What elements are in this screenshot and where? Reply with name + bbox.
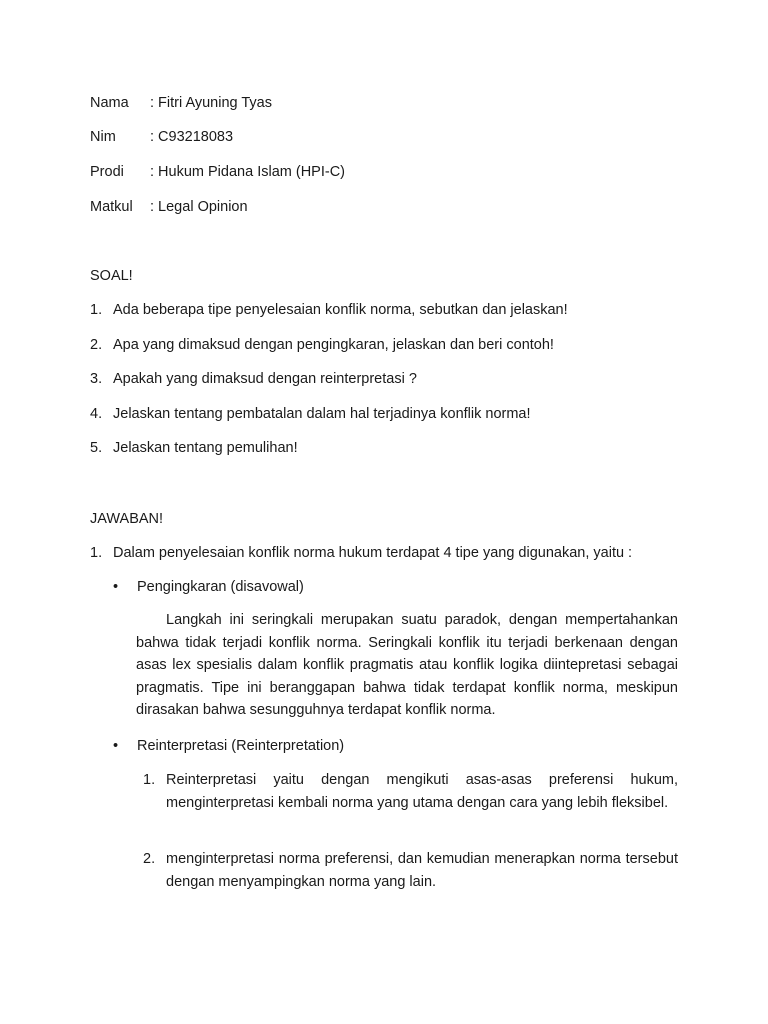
bullet-icon: • <box>113 579 119 595</box>
identity-prodi-row <box>90 162 345 182</box>
soal-item-text: Jelaskan tentang pemulihan! <box>113 440 298 456</box>
jawaban-item-number: 1. <box>90 545 103 561</box>
soal-heading: SOAL! <box>90 268 133 284</box>
soal-item-number: 1. <box>90 302 103 318</box>
bullet-item-pengingkaran <box>113 577 304 597</box>
soal-item <box>90 369 417 389</box>
matkul-value: : Legal Opinion <box>150 199 248 215</box>
soal-item-text: Apakah yang dimaksud dengan reinterpretasi ? <box>113 371 417 387</box>
identity-matkul-row <box>90 197 248 217</box>
sub-item-number: 2. <box>143 851 156 867</box>
bullet-icon: • <box>113 738 119 754</box>
soal-item-number: 5. <box>90 440 103 456</box>
soal-item <box>90 438 298 458</box>
jawaban-heading: JAWABAN! <box>90 511 164 527</box>
name-value: : Fitri Ayuning Tyas <box>150 95 272 111</box>
identity-nim-row <box>90 127 233 147</box>
soal-item-number: 3. <box>90 371 103 387</box>
soal-item-text: Apa yang dimaksud dengan pengingkaran, jelaskan dan beri contoh! <box>113 337 554 353</box>
sub-item-text: Reinterpretasi yaitu dengan mengikuti asas-asas preferensi hukum, menginterpretasi kembali norma yang utama dengan cara yang lebih fleksibel. <box>166 772 678 811</box>
bullet-text: Reinterpretasi (Reinterpretation) <box>137 738 345 754</box>
nim-value: : C93218083 <box>150 129 234 145</box>
matkul-label: Matkul <box>90 199 133 215</box>
bullet-text: Pengingkaran (disavowal) <box>137 579 304 595</box>
prodi-value: : Hukum Pidana Islam (HPI-C) <box>150 164 345 180</box>
nim-label: Nim <box>90 129 116 145</box>
soal-item-number: 4. <box>90 406 103 422</box>
soal-item <box>90 404 531 424</box>
sub-list-item <box>143 848 678 893</box>
identity-name-row <box>90 93 272 113</box>
soal-item-text: Ada beberapa tipe penyelesaian konflik norma, sebutkan dan jelaskan! <box>113 302 568 318</box>
soal-item <box>90 335 554 355</box>
prodi-label: Prodi <box>90 164 124 180</box>
sub-item-number: 1. <box>143 772 156 788</box>
sub-item-text: menginterpretasi norma preferensi, dan kemudian menerapkan norma tersebut dengan menyampingkan norma yang lain. <box>166 851 678 890</box>
soal-item-text: Jelaskan tentang pembatalan dalam hal terjadinya konflik norma! <box>113 406 531 422</box>
soal-item <box>90 300 568 320</box>
bullet-item-reinterpretasi <box>113 736 344 756</box>
jawaban-item <box>90 543 632 563</box>
jawaban-item-text: Dalam penyelesaian konflik norma hukum terdapat 4 tipe yang digunakan, yaitu : <box>113 545 633 561</box>
soal-item-number: 2. <box>90 337 103 353</box>
pengingkaran-paragraph: Langkah ini seringkali merupakan suatu paradok, dengan mempertahankan bahwa tidak terjadi konflik norma. Seringkali konflik itu terjadi berkenaan dengan asas lex spesialis dalam konflik pragmatis atau konflik logika diintepretasi sebagai pragmatis. Tipe ini beranggapan bahwa tidak terdapat konflik norma, meskipun dirasakan bahwa sesungguhnya terdapat konflik norma. <box>136 612 678 718</box>
sub-list-item <box>143 769 678 814</box>
name-label: Nama <box>90 95 129 111</box>
